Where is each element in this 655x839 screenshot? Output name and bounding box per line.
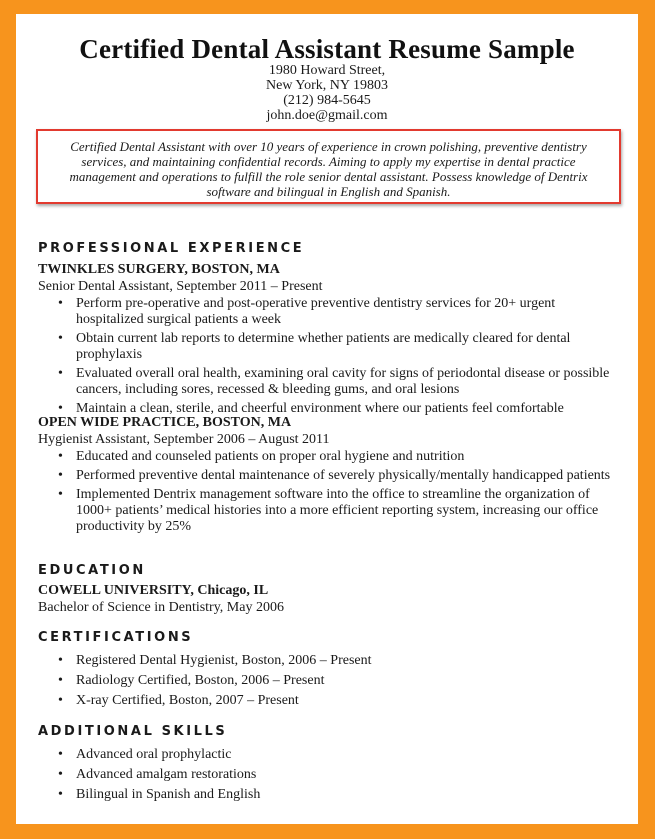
list-item: • Performed preventive dental maintenance of severely physically/mentally handicapped patients <box>56 468 616 484</box>
list-item: • Advanced amalgam restorations <box>56 767 616 783</box>
job-bullets <box>56 449 616 538</box>
education-school: COWELL UNIVERSITY, Chicago, IL <box>38 583 269 598</box>
list-item: • Obtain current lab reports to determine whether patients are medically cleared for dental prophylaxis <box>56 331 616 363</box>
list-item: • Implemented Dentrix management software into the office to streamline the organization of 1000+ patients’ medical histories into a more efficient reporting system, increasing our office productivity by 25% <box>56 487 616 535</box>
certifications-heading: CERTIFICATIONS <box>38 630 194 645</box>
job-role: Hygienist Assistant, September 2006 – August 2011 <box>38 432 330 447</box>
list-item: • Bilingual in Spanish and English <box>56 787 616 803</box>
resume-title: Certified Dental Assistant Resume Sample <box>79 34 575 64</box>
list-item: • Radiology Certified, Boston, 2006 – Present <box>56 673 616 689</box>
skills-list <box>56 747 616 807</box>
list-item: • Advanced oral prophylactic <box>56 747 616 763</box>
summary-box: Certified Dental Assistant with over 10 years of experience in crown polishing, preventive dentistry services, and maintaining confidential records. Aiming to apply my expertise in dental practice management and operations to fulfill the role senior dental assistant. Possess knowledge of Dentrix software and bilingual in English and Spanish. <box>36 129 621 204</box>
experience-heading: PROFESSIONAL EXPERIENCE <box>38 241 305 256</box>
list-item: • Educated and counseled patients on proper oral hygiene and nutrition <box>56 449 616 465</box>
list-item: • Evaluated overall oral health, examining oral cavity for signs of periodontal disease or possible cancers, including sores, recessed & bleeding gums, and oral lesions <box>56 366 616 398</box>
list-item: • Perform pre-operative and post-operative preventive dentistry services for 20+ urgent hospitalized surgical patients a week <box>56 296 616 328</box>
list-item: • Registered Dental Hygienist, Boston, 2006 – Present <box>56 653 616 669</box>
contact-city: New York, NY 19803 <box>266 78 388 93</box>
job-bullets <box>56 296 616 420</box>
contact-street: 1980 Howard Street, <box>268 63 386 78</box>
contact-block <box>16 63 638 123</box>
certifications-list <box>56 653 616 713</box>
skills-heading: ADDITIONAL SKILLS <box>38 724 228 739</box>
education-degree: Bachelor of Science in Dentistry, May 2006 <box>38 600 284 615</box>
education-heading: EDUCATION <box>38 563 146 578</box>
list-item: • Maintain a clean, sterile, and cheerful environment where our patients feel comfortable <box>56 401 616 417</box>
list-item: • X-ray Certified, Boston, 2007 – Present <box>56 693 616 709</box>
contact-phone: (212) 984-5645 <box>283 93 371 108</box>
resume-page <box>16 14 638 824</box>
contact-email: john.doe@gmail.com <box>266 108 388 123</box>
job-role: Senior Dental Assistant, September 2011 – Present <box>38 279 323 294</box>
job-employer: TWINKLES SURGERY, BOSTON, MA <box>38 262 280 277</box>
job-employer: OPEN WIDE PRACTICE, BOSTON, MA <box>38 415 292 430</box>
